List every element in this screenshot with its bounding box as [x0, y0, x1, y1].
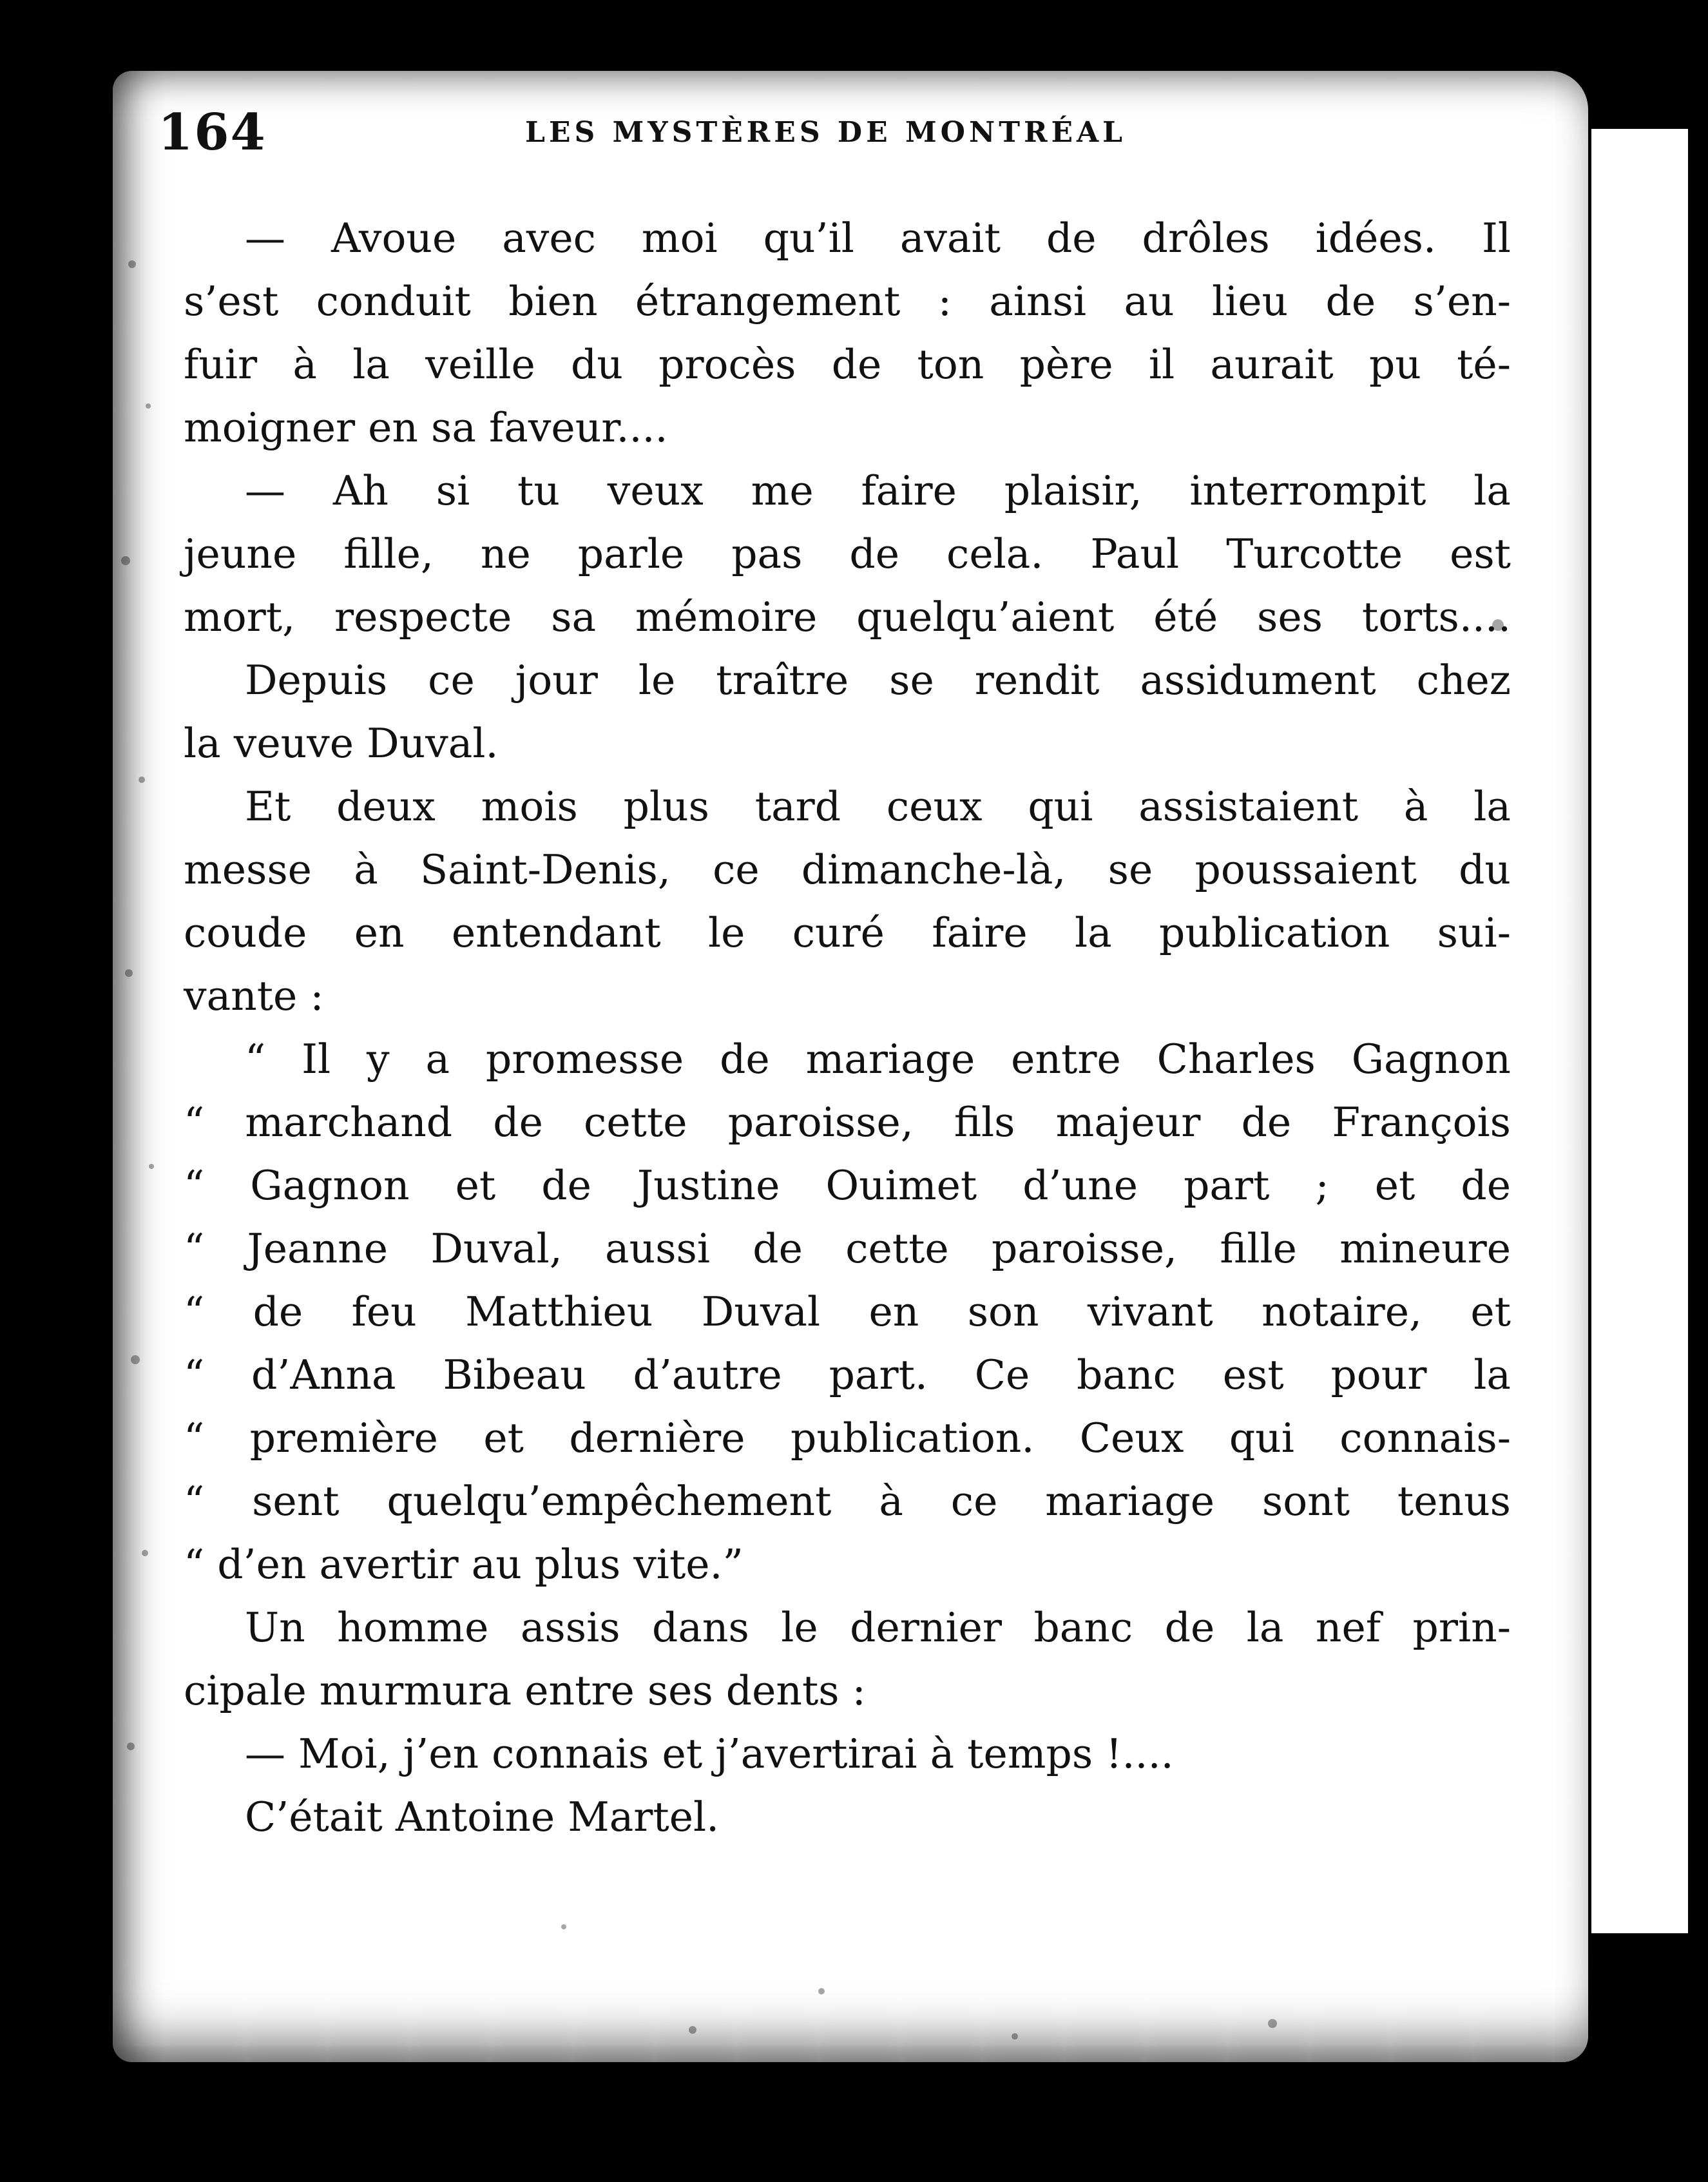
text-line: moigner en sa faveur.... [184, 404, 668, 451]
text-line: “ marchand de cette paroisse, fils majeur de François [184, 1099, 1511, 1146]
text-line: — Avoue avec moi qu’il avait de drôles idées. Il [245, 215, 1511, 262]
text-line: “ Il y a promesse de mariage entre Charles Gagnon [245, 1036, 1511, 1083]
text-line: la veuve Duval. [184, 720, 499, 767]
text-line: Et deux mois plus tard ceux qui assistaient à la [245, 783, 1511, 830]
text-line: “ sent quelqu’empêchement à ce mariage sont tenus [184, 1478, 1511, 1525]
book-page [113, 71, 1588, 2062]
text-line: vante : [184, 972, 324, 1019]
text-line: Un homme assis dans le dernier banc de la nef prin- [245, 1604, 1511, 1651]
text-line: “ Gagnon et de Justine Ouimet d’une part ; et de [184, 1162, 1511, 1209]
text-line: s’est conduit bien étrangement : ainsi au lieu de s’en- [184, 278, 1511, 325]
text-line: fuir à la veille du procès de ton père il aurait pu té- [184, 341, 1511, 388]
page-number: 164 [158, 103, 267, 162]
running-title: LES MYSTÈRES DE MONTRÉAL [525, 116, 1127, 149]
text-line: C’était Antoine Martel. [245, 1793, 720, 1840]
text-line: “ de feu Matthieu Duval en son vivant notaire, et [184, 1288, 1511, 1335]
text-line: cipale murmura entre ses dents : [184, 1667, 866, 1714]
text-line: “ Jeanne Duval, aussi de cette paroisse, fille mineure [184, 1225, 1511, 1272]
text-line: messe à Saint-Denis, ce dimanche-là, se poussaient du [184, 846, 1511, 893]
text-line: coude en entendant le curé faire la publication sui- [184, 909, 1511, 956]
text-line: — Moi, j’en connais et j’avertirai à temps !.... [245, 1730, 1174, 1777]
text-line: mort, respecte sa mémoire quelqu’aient été ses torts.... [184, 594, 1511, 641]
text-line: — Ah si tu veux me faire plaisir, interrompit la [245, 467, 1511, 514]
text-line: “ d’Anna Bibeau d’autre part. Ce banc est pour la [184, 1351, 1511, 1398]
text-line: jeune fille, ne parle pas de cela. Paul Turcotte est [184, 530, 1511, 577]
text-line: “ première et dernière publication. Ceux qui connais- [184, 1414, 1511, 1462]
text-line: “ d’en avertir au plus vite.” [184, 1541, 744, 1588]
facing-page-edge [1591, 129, 1688, 1933]
page-header [158, 103, 1221, 161]
text-line: Depuis ce jour le traître se rendit assidument chez [245, 657, 1511, 704]
